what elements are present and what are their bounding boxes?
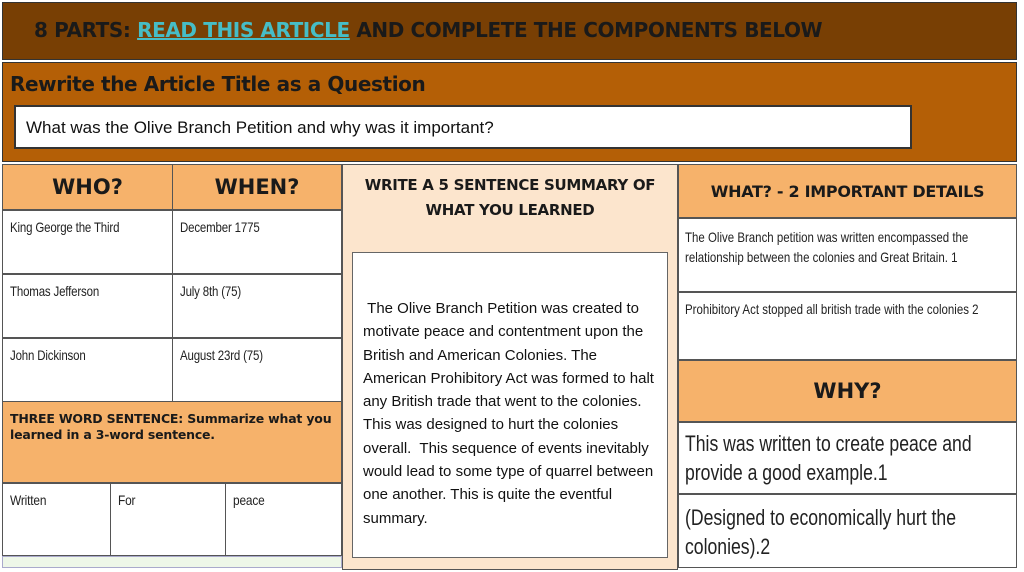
page-title [34,18,822,42]
summary-heading: WRITE A 5 SENTENCE SUMMARY OF WHAT YOU LEARNED [364,176,656,219]
when-cell-1[interactable]: December 1775 [172,210,342,274]
who-cell-2[interactable]: Thomas Jefferson [2,274,173,338]
title-heading: Rewrite the Article Title as a Question [10,72,426,96]
who-cell-1[interactable]: King George the Third [2,210,173,274]
summary-text-box[interactable] [352,252,668,558]
three-word-heading: THREE WORD SENTENCE: Summarize what you learned in a 3-word sentence. [10,411,332,442]
title-suffix: AND COMPLETE THE COMPONENTS BELOW [349,18,823,42]
why-header: WHY? [678,360,1017,422]
why-answer-2[interactable]: (Designed to economically hurt the colonies).2 [678,494,1017,568]
summary-text: The Olive Branch Petition was created to motivate peace and contentment upon the British and American Colonies. The American Prohibitory Act was formed to halt any British trade that went to the colonies. This was designed to hurt the colonies overall. This sequence of events inevitably would lead to some type of quarrel between one another. This is quite the eventful summary. [363,300,659,527]
who-cell-3[interactable]: John Dickinson [2,338,173,402]
who-header: WHO? [2,164,173,210]
what-detail-1[interactable]: The Olive Branch petition was written encompassed the relationship between the colonies and Great Britain. 1 [678,218,1017,292]
when-cell-2[interactable]: July 8th (75) [172,274,342,338]
read-article-link[interactable]: READ THIS ARTICLE [137,18,350,42]
title-answer-field[interactable]: What was the Olive Branch Petition and why was it important? [14,105,912,149]
three-word-header [2,401,342,483]
what-detail-2[interactable]: Prohibitory Act stopped all british trade with the colonies 2 [678,292,1017,360]
three-word-cell-1[interactable]: Written [2,483,111,556]
when-cell-3[interactable]: August 23rd (75) [172,338,342,402]
title-prefix: 8 PARTS: [34,18,138,42]
when-header: WHEN? [172,164,342,210]
why-answer-1[interactable]: This was written to create peace and provide a good example.1 [678,422,1017,494]
what-header: WHAT? - 2 IMPORTANT DETAILS [678,164,1017,218]
three-word-cell-2[interactable]: For [110,483,226,556]
three-word-cell-3[interactable]: peace [225,483,342,556]
bottom-strip [2,556,342,568]
